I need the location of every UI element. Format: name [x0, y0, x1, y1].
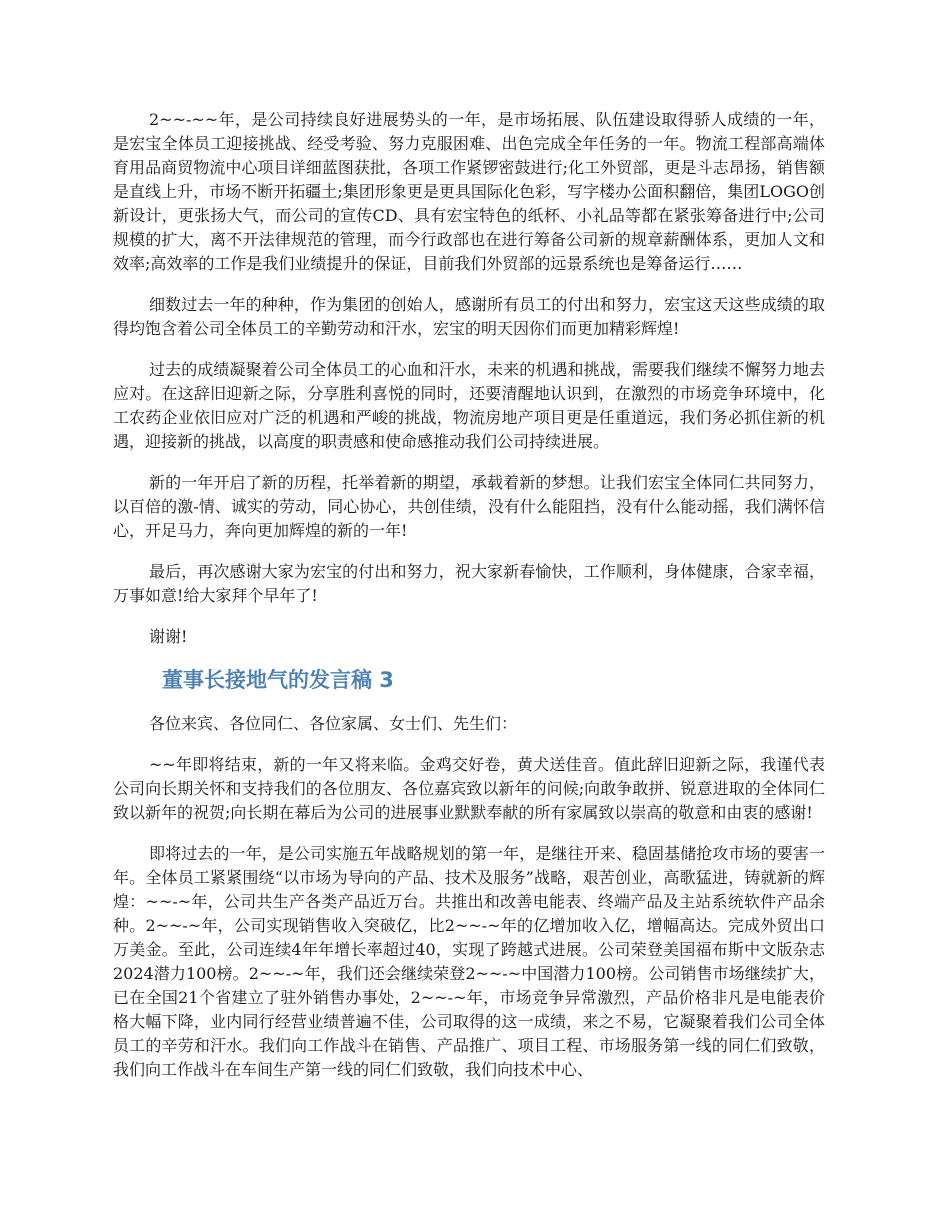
body-paragraph: 过去的成绩凝聚着公司全体员工的心血和汗水，未来的机遇和挑战，需要我们继续不懈努力地去应对。在这辞旧迎新之际，分享胜利喜悦的同时，还要清醒地认识到，在激烈的市场竞争环境中，化工农药企业依旧应对广泛的机遇和严峻的挑战，物流房地产项目更是任重道远，我们务必抓住新的机遇，迎接新的挑战，以高度的职责感和使命感推动我们公司持续进展。	[113, 360, 825, 451]
body-paragraph: 细数过去一年的种种，作为集团的创始人，感谢所有员工的付出和努力，宏宝这天这些成绩的取得均饱含着公司全体员工的辛勤劳动和汗水，宏宝的明天因你们而更加精彩辉煌!	[113, 295, 825, 338]
body-paragraph: ~~年即将结束，新的一年又将来临。金鸡交好卷，黄犬送佳音。值此辞旧迎新之际，我谨代表公司向长期关怀和支持我们的各位朋友、各位嘉宾致以新年的问候;向敢争敢拼、锐意进取的全体同仁致以新年的祝贺;向长期在幕后为公司的进展事业默默奉献的所有家属致以崇高的敬意和由衷的感谢!	[113, 755, 825, 822]
body-paragraph: 2~~-~~年，是公司持续良好进展势头的一年，是市场拓展、队伍建设取得骄人成绩的一年，是宏宝全体员工迎接挑战、经受考验、努力克服困难、出色完成全年任务的一年。物流工程部高端体育用品商贸物流中心项目详细蓝图获批，各项工作紧锣密鼓进行;化工外贸部，更是斗志昂扬，销售额是直线上升，市场不断开拓疆土;集团形象更是更具国际化色彩，写字楼办公面积翻倍，集团LOGO创新设计，更张扬大气，而公司的宣传CD、具有宏宝特色的纸杯、小礼品等都在紧张筹备进行中;公司规模的扩大，离不开法律规范的管理，而今行政部也在进行筹备公司新的规章薪酬体系，更加人文和效率;高效率的工作是我们业绩提升的保证，目前我们外贸部的远景系统也是筹备运行……	[113, 110, 825, 273]
section-heading: 董事长接地气的发言稿 3	[162, 668, 394, 692]
body-paragraph: 即将过去的一年，是公司实施五年战略规划的第一年，是继往开来、稳固基储抢攻市场的要害一年。全体员工紧紧围绕“以市场为导向的产品、技术及服务”战略，艰苦创业，高歌猛进，铸就新的辉煌：~~-~年，公司共生产各类产品近万台。共推出和改善电能表、终端产品及主站系统软件产品余种。2~~-~年，公司实现销售收入突破亿，比2~~-~年的亿增加收入亿，增幅高达。完成外贸出口万美金。至此，公司连续4年年增长率超过40，实现了跨越式进展。公司荣登美国福布斯中文版杂志2024潜力100榜。2~~-~年，我们还会继续荣登2~~-~中国潜力100榜。公司销售市场继续扩大，已在全国21个省建立了驻外销售办事处，2~~-~年，市场竞争异常激烈，产品价格非凡是电能表价格大幅下降，业内同行经营业绩普遍不佳，公司取得的这一成绩，来之不易，它凝聚着我们公司全体员工的辛劳和汗水。我们向工作战斗在销售、产品推广、项目工程、市场服务第一线的同仁们致敬，我们向工作战斗在车间生产第一线的同仁们致敬，我们向技术中心、	[113, 844, 825, 1079]
body-paragraph: 新的一年开启了新的历程，托举着新的期望，承载着新的梦想。让我们宏宝全体同仁共同努力，以百倍的激-情、诚实的劳动，同心协心，共创佳绩，没有什么能阻挡，没有什么能动摇，我们满怀信心，开足马力，奔向更加辉煌的新的一年!	[113, 473, 825, 540]
body-paragraph: 最后，再次感谢大家为宏宝的付出和努力，祝大家新春愉快，工作顺利，身体健康，合家幸福，万事如意!给大家拜个早年了!	[113, 562, 825, 605]
document-page	[113, 108, 825, 1099]
closing-line: 谢谢!	[149, 627, 188, 646]
greeting-paragraph: 各位来宾、各位同仁、各位家属、女士们、先生们：	[149, 714, 518, 733]
